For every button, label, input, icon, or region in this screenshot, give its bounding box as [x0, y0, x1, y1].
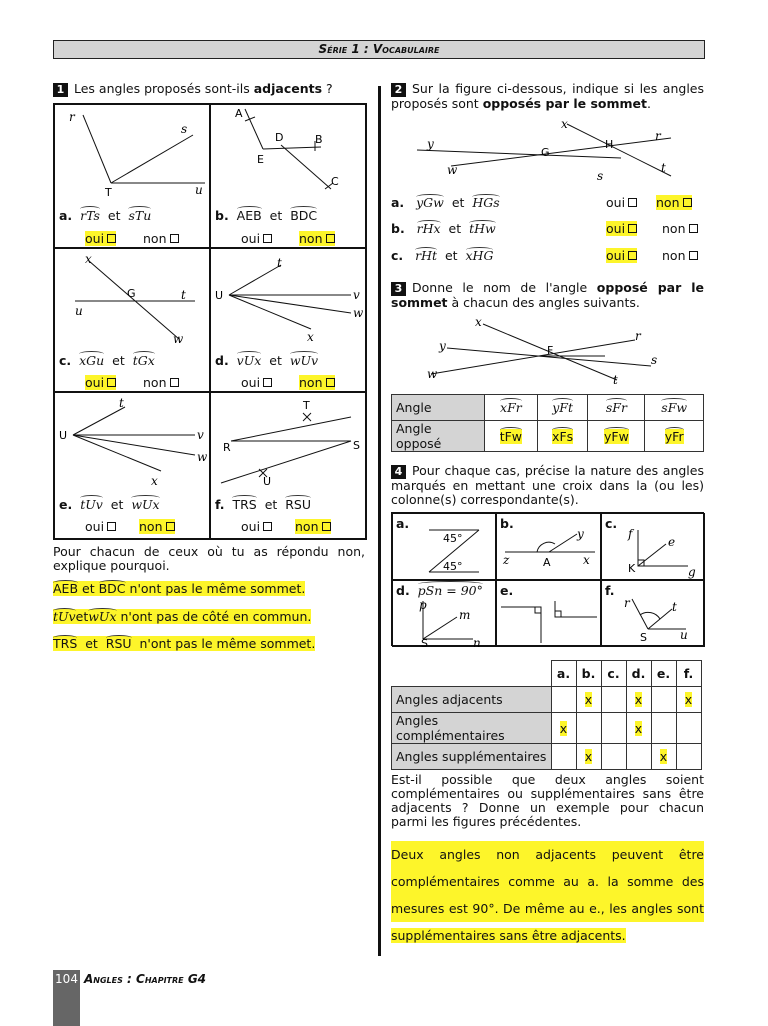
- ex1-figure-e: [55, 393, 211, 493]
- ex1a-non[interactable]: non: [143, 231, 179, 246]
- svg-text:t: t: [277, 256, 282, 270]
- svg-text:y: y: [427, 137, 434, 151]
- svg-text:A: A: [543, 556, 551, 569]
- ex1a-label-u: u: [195, 183, 203, 197]
- ex2-item-a: a. yGw et HGs: [391, 195, 500, 210]
- ex1-cell-d: [210, 248, 366, 392]
- ex3-angle-cell: sFr: [588, 395, 645, 421]
- svg-text:x: x: [475, 315, 482, 329]
- svg-text:K: K: [628, 562, 636, 575]
- svg-text:e: e: [668, 535, 676, 549]
- svg-text:w: w: [197, 450, 208, 464]
- ex4-fig-d: d. pSn = 90° p m S n: [392, 580, 496, 647]
- ex3-angle-cell: yFt: [537, 395, 588, 421]
- page-number: 104: [53, 970, 80, 1026]
- svg-text:s: s: [651, 353, 658, 367]
- ex1f-non[interactable]: non: [295, 519, 331, 534]
- ex1-cell-e: [54, 392, 210, 539]
- ex1f-angles: f. TRS et RSU: [215, 497, 312, 512]
- ex1c-angles: c. xGu et tGx: [59, 353, 155, 368]
- svg-text:x: x: [151, 474, 158, 488]
- ex3-question: 3 Donne le nom de l'angle opposé par le sommet à chacun des angles suivants.: [391, 280, 704, 310]
- ex4-figures: [391, 512, 704, 646]
- ex4-table-header: a. b. c. d. e. f.: [392, 661, 702, 687]
- ex1d-oui[interactable]: oui: [241, 375, 272, 390]
- svg-text:U: U: [215, 289, 224, 302]
- ex3-figure: [391, 312, 704, 388]
- ex2c-non[interactable]: non: [662, 249, 698, 263]
- svg-text:s: s: [597, 169, 604, 183]
- svg-text:E: E: [257, 153, 264, 166]
- svg-text:n: n: [473, 636, 481, 648]
- ex1e-oui[interactable]: oui: [85, 519, 116, 534]
- ex1-cell-b: [210, 104, 366, 248]
- ex1c-non[interactable]: non: [143, 375, 179, 390]
- ex3-number: 3: [391, 282, 406, 296]
- column-divider: [378, 86, 381, 956]
- ex1a-angles: a. rTs et sTu: [59, 208, 152, 223]
- ex3-table: [391, 394, 704, 452]
- ex1-figure-d: [211, 249, 367, 349]
- ex1a-label-s: s: [181, 122, 188, 136]
- ex2-item-c: c. rHt et xHG: [391, 248, 494, 263]
- svg-text:S: S: [640, 631, 647, 644]
- ex2c-oui[interactable]: oui: [606, 249, 637, 263]
- ex1-number: 1: [53, 83, 68, 97]
- svg-text:u: u: [680, 628, 688, 642]
- svg-text:G: G: [127, 287, 136, 300]
- ex3-opposite-cell: tFw: [485, 421, 538, 452]
- ex1-answer-2: tUvetwUx n'ont pas de côté en commun.: [53, 609, 312, 624]
- ex2-number: 2: [391, 83, 406, 97]
- ex1-cell-c: [54, 248, 210, 392]
- ex1e-angles: e. tUv et wUx: [59, 497, 160, 512]
- ex4-answer-line: supplémentaires sans être adjacents.: [391, 928, 626, 943]
- chapter-title: Angles : Chapitre G4: [84, 972, 207, 986]
- ex1-figure-f: [211, 393, 367, 493]
- ex4-question2: Est-il possible que deux angles soient complémentaires ou supplémentaires sans être adjacents ? Donne un exemple pour chacun parmi les figures précédentes.: [391, 772, 704, 829]
- svg-text:m: m: [459, 608, 471, 622]
- ex2a-oui[interactable]: oui: [606, 196, 637, 210]
- ex4-fig-c: c. f e K g: [601, 513, 705, 580]
- svg-text:R: R: [223, 441, 231, 454]
- ex1c-oui[interactable]: oui: [85, 375, 116, 390]
- ex1-figure-a: [55, 105, 211, 205]
- ex1b-oui[interactable]: oui: [241, 231, 272, 246]
- ex1f-oui[interactable]: oui: [241, 519, 272, 534]
- svg-text:G: G: [541, 146, 550, 159]
- ex2a-non[interactable]: non: [656, 196, 692, 210]
- svg-text:u: u: [75, 304, 83, 318]
- ex1a-label-r: r: [69, 110, 75, 124]
- svg-text:t: t: [613, 373, 618, 387]
- ex1-figure-b: [211, 105, 367, 205]
- svg-text:g: g: [688, 565, 696, 579]
- ex3-angle-cell: sFw: [645, 395, 704, 421]
- svg-text:v: v: [197, 428, 204, 442]
- svg-text:t: t: [672, 600, 677, 614]
- ex4-answer: [391, 841, 704, 949]
- svg-text:45°: 45°: [443, 532, 463, 545]
- svg-text:T: T: [303, 399, 310, 412]
- svg-text:45°: 45°: [443, 560, 463, 573]
- svg-text:C: C: [331, 175, 339, 188]
- ex1b-angles: b. AEB et BDC: [215, 208, 318, 223]
- ex1-followup: Pour chacun de ceux où tu as répondu non, explique pourquoi.: [53, 544, 365, 573]
- ex1-question: 1 Les angles proposés sont-ils adjacents ?: [53, 82, 365, 97]
- svg-text:r: r: [624, 596, 630, 610]
- ex4-fig-a: a. 45° 45°: [392, 513, 496, 580]
- ex3-row-opposite: [392, 421, 704, 452]
- svg-text:w: w: [353, 306, 364, 320]
- ex4-table: [391, 660, 702, 770]
- ex1a-oui[interactable]: oui: [85, 231, 116, 246]
- svg-text:w: w: [447, 163, 458, 177]
- svg-text:x: x: [85, 252, 92, 266]
- ex4-number: 4: [391, 465, 406, 479]
- svg-text:x: x: [583, 553, 590, 567]
- ex4-answer-line: complémentaires comme au a. la somme des: [391, 868, 704, 895]
- svg-text:t: t: [661, 161, 666, 175]
- svg-text:t: t: [181, 288, 186, 302]
- svg-text:p: p: [419, 598, 427, 612]
- ex4-answer-line: Deux angles non adjacents peuvent être: [391, 841, 704, 868]
- ex4-fig-e: e.: [496, 580, 601, 647]
- ex1-grid: [53, 103, 367, 540]
- ex4-fig-f: f. r t S u: [601, 580, 705, 647]
- ex4-row-supplementaires: Angles supplémentaires x x: [392, 744, 702, 770]
- ex3-row1-label: Angle: [392, 395, 485, 421]
- ex1d-angles: d. vUx et wUv: [215, 353, 319, 368]
- svg-text:w: w: [173, 332, 184, 346]
- svg-text:y: y: [577, 527, 584, 541]
- series-title: Série 1 : Vocabulaire: [53, 40, 705, 59]
- svg-text:U: U: [59, 429, 68, 442]
- svg-text:U: U: [263, 475, 272, 488]
- ex4-row-complementaires: Angles complémentaires x x: [392, 713, 702, 744]
- ex3-row-angle: [392, 395, 704, 421]
- ex4-answer-line: mesures est 90°. De même au e., les angles sont: [391, 895, 704, 922]
- svg-text:f: f: [628, 527, 633, 541]
- svg-text:r: r: [655, 129, 661, 143]
- ex1-answer-1: AEB et BDC n'ont pas le même sommet.: [53, 581, 306, 596]
- ex3-opposite-cell: yFw: [588, 421, 645, 452]
- ex2-item-b: b. rHx et tHw: [391, 221, 496, 236]
- svg-text:v: v: [353, 288, 360, 302]
- svg-text:H: H: [605, 138, 614, 151]
- svg-text:w: w: [427, 367, 438, 381]
- ex1d-non[interactable]: non: [299, 375, 335, 390]
- ex3-opposite-cell: yFr: [645, 421, 704, 452]
- ex4-question: 4 Pour chaque cas, précise la nature des angles marqués en mettant une croix dans la (ou les) colonne(s) correspondante(s).: [391, 463, 704, 507]
- svg-text:F: F: [547, 344, 554, 357]
- svg-text:x: x: [561, 117, 568, 131]
- svg-text:A: A: [235, 107, 243, 120]
- ex1b-non[interactable]: non: [299, 231, 335, 246]
- ex2b-oui[interactable]: oui: [606, 222, 637, 236]
- ex2-figure: [391, 116, 704, 188]
- svg-text:r: r: [635, 329, 641, 343]
- svg-text:x: x: [307, 330, 314, 344]
- svg-text:y: y: [439, 339, 446, 353]
- ex1-answer-3: TRS et RSU n'ont pas le même sommet.: [53, 636, 316, 651]
- svg-text:z: z: [503, 553, 510, 567]
- ex1-cell-f: [210, 392, 366, 539]
- ex3-angle-cell: xFr: [485, 395, 538, 421]
- ex1-figure-c: [55, 249, 211, 349]
- ex4-fig-b: b. y z A x: [496, 513, 601, 580]
- ex1-cell-a: [54, 104, 210, 248]
- svg-text:S: S: [353, 439, 360, 452]
- ex1e-non[interactable]: non: [139, 519, 175, 534]
- ex3-opposite-cell: xFs: [537, 421, 588, 452]
- ex1a-label-T: T: [105, 186, 112, 199]
- svg-text:D: D: [275, 131, 284, 144]
- ex4-row-adjacents: Angles adjacents x x x: [392, 687, 702, 713]
- svg-text:S: S: [421, 637, 428, 648]
- svg-text:t: t: [119, 396, 124, 410]
- ex2b-non[interactable]: non: [662, 222, 698, 236]
- ex2-question: 2 Sur la figure ci-dessous, indique si les angles proposés sont opposés par le sommet.: [391, 81, 704, 111]
- ex3-row2-label: Angle opposé: [392, 421, 485, 452]
- svg-text:B: B: [315, 133, 323, 146]
